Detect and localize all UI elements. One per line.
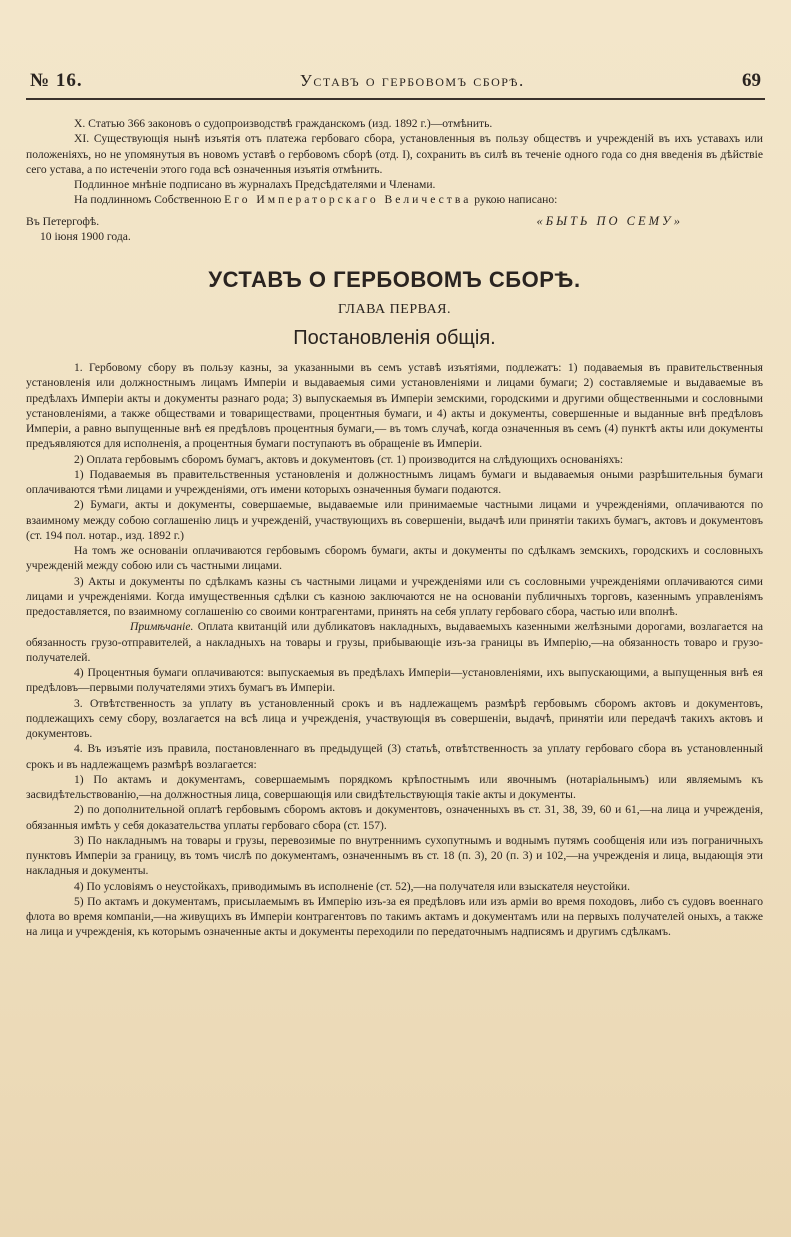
header-rule bbox=[26, 98, 765, 100]
note-label: Примѣчаніе. bbox=[130, 620, 194, 634]
intro-paragraph: Подлинное мнѣніе подписано въ журналахъ Предсѣдателями и Членами. bbox=[74, 178, 436, 191]
note-text: Оплата квитанцій или дубликатовъ накладныхъ, выдаваемыхъ казенными желѣзными дорогами, возлагается на обязанность грузо-отправителей, а накладныхъ на товары и грузы, прибывающіе изъ-за границы въ Имперію,—на обязанность товаро и грузо-получателей. bbox=[26, 620, 763, 664]
chapter-heading: ГЛАВА ПЕРВАЯ. bbox=[337, 302, 452, 317]
signature-majesty: Его Императорскаго Величества bbox=[224, 193, 472, 207]
article-paragraph: 2) Бумаги, акты и документы, совершаемые, выдаваемые или принимаемые частными лицами и учрежденіями, оплачиваются по взаимному между собою соглашенію лицъ и учрежденій, участвующихъ въ совершеніи, выдачѣ или принятіи такихъ бумагъ, актовъ и документовъ (ст. 194 пол. нотар., изд. 1892 г.) bbox=[26, 498, 763, 542]
signature-suffix: рукою написано: bbox=[474, 193, 558, 207]
page-header bbox=[30, 70, 761, 96]
page-number: 69 bbox=[742, 70, 761, 91]
article-paragraph: 5) По актамъ и документамъ, присылаемымъ въ Имперію изъ-за ея предѣловъ или изъ арміи во время походовъ, либо съ судовъ военнаго флота во время компаніи,—на живущихъ въ Имперіи контрагентовъ по такимъ актамъ и документамъ или на первыхъ получателей оныхъ, а также на лица и учрежденія, къ которымъ означенные акты и документы переходили по передаточнымъ надписямъ и другимъ сдѣлкамъ. bbox=[26, 894, 763, 939]
article-paragraph: На томъ же основаніи оплачиваются гербовымъ сборомъ бумаги, акты и документы по сдѣлкамъ земскихъ, городскихъ и сословныхъ учрежденій между собою или съ частными лицами. bbox=[26, 544, 763, 573]
running-title: Уставъ о гербовомъ сборѣ. bbox=[299, 71, 525, 90]
statute-title: УСТАВЪ О ГЕРБОВОМЪ СБОРѢ. bbox=[208, 267, 581, 292]
article-paragraph: 1. Гербовому сбору въ пользу казны, за указанными въ семъ уставѣ изъятіями, подлежатъ: 1) подаваемыя въ правительственныя установленія или должностнымъ лицамъ Имперіи и выдаваемыя сими установленіями и лицами бумаги; 2) составляемые и выдаваемые въ предѣлахъ Имперіи акты и документы разнаго рода; 3) выпускаемыя въ Имперіи земскими, городскими и другими общественными и сословными установленіями, а также обществами и товариществами, процентныя бумаги, и 4) акты и документы, совершенные и выданные внѣ предѣловъ Имперіи, а равно выпущенные внѣ ея предѣловъ процентныя бумаги,— въ томъ случаѣ, когда означенныя въ семъ (4) пунктѣ акты или документы предъявляются для исполненія, а процентныя бумаги поступаютъ въ обращеніе въ Имперіи. bbox=[26, 361, 763, 451]
article-paragraph: 3) Акты и документы по сдѣлкамъ казны съ частными лицами и учрежденіями или съ сословными учрежденіями оплачиваются сими лицами и учрежденіями. Когда имущественныя сдѣлки съ казною заключаются не на основаніи публичныхъ торговъ, казеннымъ управленіямъ предоставляется, по взаимному соглашенію со своими контрагентами, принять на себя уплату гербоваго сбора, частью или вполнѣ. bbox=[26, 574, 763, 618]
place-date-block bbox=[26, 214, 763, 245]
article-paragraph: 4) По условіямъ о неустойкахъ, приводимымъ въ исполненіе (ст. 52),—на получателя или взыскателя неустойки. bbox=[74, 879, 630, 893]
article-paragraph: 4. Въ изъятіе изъ правила, постановленнаго въ предыдущей (3) статьѣ, отвѣтственность за уплату гербоваго сбора въ установленный срокъ и въ надлежащемъ размѣрѣ возлагается: bbox=[26, 742, 763, 771]
intro-paragraph: XI. Существующія нынѣ изъятія отъ платежа гербоваго сбора, установленныя въ пользу обществъ и учрежденій въ ихъ уставахъ или положеніяхъ, но не упомянутыя въ новомъ уставѣ о гербовомъ сборѣ (отд. I), сохранить въ силѣ въ теченіе одного года со дня введенія въ дѣйствіе сего устава, а по истеченіи этого года всѣ означенныя изъятія отмѣнить. bbox=[26, 132, 763, 176]
article-paragraph: 2) по дополнительной оплатѣ гербовымъ сборомъ актовъ и документовъ, означенныхъ въ ст. 31, 38, 39, 60 и 61,—на лица и учрежденія, обязанныя имѣть у себя доказательства уплаты гербоваго сбора (ст. 157). bbox=[26, 803, 763, 832]
signature-place bbox=[26, 214, 131, 245]
signature-prefix: На подлинномъ Собственною bbox=[74, 193, 222, 207]
section-heading: Постановленія общія. bbox=[293, 327, 496, 349]
article-paragraph: 1) По актамъ и документамъ, совершаемымъ порядкомъ крѣпостнымъ или явочнымъ (нотаріальнымъ) или являемымъ къ засвидѣтельствованію,—на должностныя лица, совершающія или свидѣтельствующія такіе акты и документы. bbox=[26, 772, 763, 801]
intro-paragraph: X. Статью 366 законовъ о судопроизводствѣ гражданскомъ (изд. 1892 г.)—отмѣнить. bbox=[74, 117, 493, 130]
article-paragraph: 2) Оплата гербовымъ сборомъ бумагъ, актовъ и документовъ (ст. 1) производится на слѣдующихъ основаніяхъ: bbox=[74, 452, 624, 466]
note-paragraph bbox=[26, 619, 763, 665]
article-paragraph: 3) По накладнымъ на товары и грузы, перевозимые по внутреннимъ сухопутнымъ и воднымъ путямъ сообщенія или изъ пограничныхъ пунктовъ Имперіи за границу, въ томъ числѣ по документамъ, означеннымъ въ ст. 18 (п. 3), 20 (п. 3) и 102,—на учрежденія и лица, выдающія эти накладныя и документы. bbox=[26, 833, 763, 878]
page-body bbox=[26, 116, 763, 940]
article-paragraph: 1) Подаваемыя въ правительственныя установленія и должностнымъ лицамъ бумаги и выдаваемыя оными разрѣшительныя бумаги оплачиваются тѣми лицами и учрежденіями, отъ имени которыхъ означенныя бумаги подаются. bbox=[26, 467, 763, 496]
article-paragraph: 3. Отвѣтственность за уплату въ установленный срокъ и въ надлежащемъ размѣрѣ гербовымъ сборомъ актовъ и документовъ, подлежащихъ сему сбору, возлагается на всѣ лица и учрежденія, участвующія въ совершеніи, выдачѣ, принятіи или передачѣ такихъ актовъ и документовъ. bbox=[26, 696, 763, 740]
article-paragraph: 4) Процентныя бумаги оплачиваются: выпускаемыя въ предѣлахъ Имперіи—установленіями, ихъ выпускающими, а выпущенныя внѣ ея предѣловъ—первыми получателями этихъ бумагъ въ Имперіи. bbox=[26, 666, 763, 695]
signature-line bbox=[26, 192, 763, 207]
date-text: 10 іюня 1900 года. bbox=[40, 229, 131, 243]
document-number: № 16. bbox=[30, 70, 83, 91]
imperial-resolution: «БЫТЬ ПО СЕМУ» bbox=[536, 213, 683, 228]
place-text: Въ Петергофѣ. bbox=[26, 214, 100, 228]
